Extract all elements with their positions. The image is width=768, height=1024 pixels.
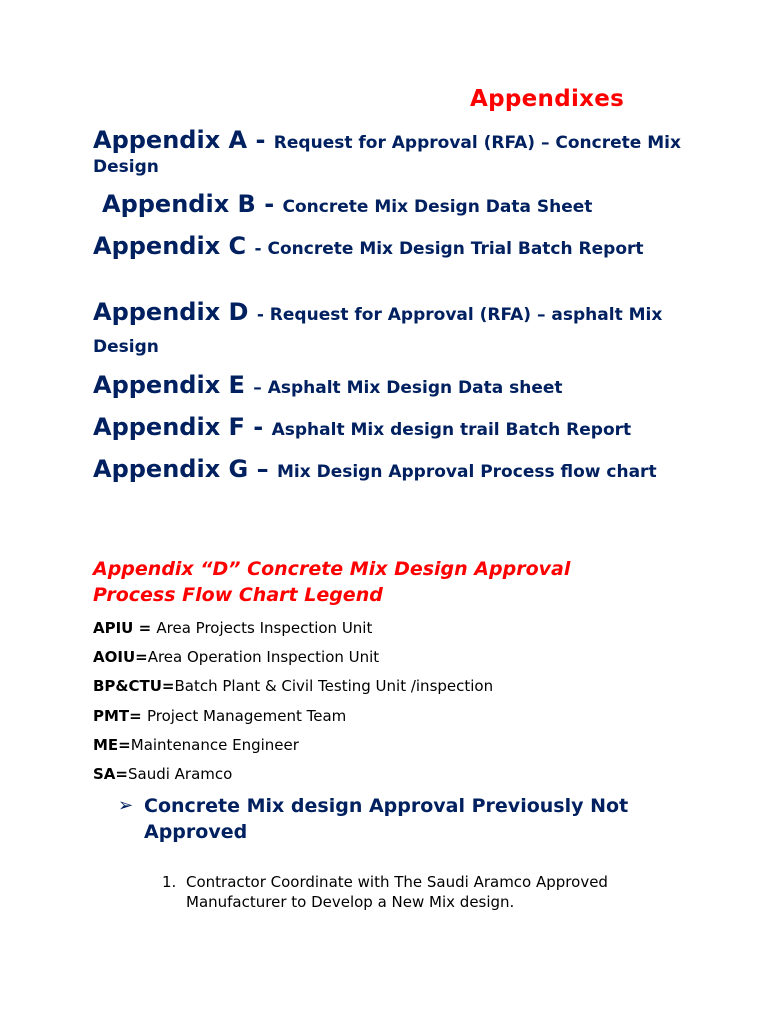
- section-heading-text: Concrete Mix design Approval Previously Not Approved: [144, 795, 629, 843]
- legend-abbreviation: APIU =: [93, 619, 157, 637]
- step-number: 1.: [162, 873, 177, 891]
- appendix-d-description: - Request for Approval (RFA) – asphalt Mix Design: [93, 305, 663, 357]
- appendix-a-description: Request for Approval (RFA) – Concrete Mix Design: [93, 133, 681, 177]
- step-text: Contractor Coordinate with The Saudi Aramco Approved Manufacturer to Develop a New Mix design.: [186, 873, 608, 911]
- appendix-b-description: Concrete Mix Design Data Sheet: [282, 197, 593, 217]
- legend-meaning: Project Management Team: [146, 707, 347, 725]
- legend-item: [93, 706, 346, 726]
- legend-item: [93, 676, 493, 696]
- legend-abbreviation: ME=: [93, 736, 131, 754]
- legend-abbreviation: SA=: [93, 765, 128, 783]
- appendix-e-description: – Asphalt Mix Design Data sheet: [253, 378, 563, 398]
- appendix-a-entry: [93, 128, 693, 179]
- legend-item: [93, 764, 232, 784]
- legend-meaning: Area Operation Inspection Unit: [147, 648, 380, 666]
- appendix-f-entry: [93, 415, 693, 442]
- appendix-c-description: - Concrete Mix Design Trial Batch Report: [254, 239, 644, 259]
- legend-abbreviation: BP&CTU=: [93, 677, 175, 695]
- appendix-f-description: Asphalt Mix design trail Batch Report: [271, 420, 632, 440]
- legend-item: [93, 735, 299, 755]
- appendix-g-description: Mix Design Approval Process flow chart: [276, 462, 657, 482]
- legend-item: [93, 647, 379, 667]
- appendix-b-entry: [102, 192, 702, 219]
- appendix-g-label: Appendix G –: [93, 455, 277, 483]
- appendix-e-entry: [93, 373, 693, 400]
- numbered-step: [162, 872, 662, 912]
- section-heading: [118, 793, 678, 845]
- arrow-bullet-icon: ➢: [118, 795, 134, 816]
- page-title: Appendixes: [470, 86, 625, 112]
- appendix-c-label: Appendix C: [93, 232, 255, 260]
- appendix-a-label: Appendix A -: [93, 126, 274, 154]
- legend-meaning: Maintenance Engineer: [130, 736, 299, 754]
- legend-abbreviation: PMT=: [93, 707, 147, 725]
- appendix-g-entry: [93, 457, 693, 484]
- appendix-f-label: Appendix F -: [93, 413, 272, 441]
- appendix-b-label: Appendix B -: [102, 190, 283, 218]
- appendix-e-label: Appendix E: [93, 371, 254, 399]
- legend-meaning: Area Projects Inspection Unit: [156, 619, 373, 637]
- appendix-c-entry: [93, 234, 693, 261]
- legend-meaning: Batch Plant & Civil Testing Unit /inspection: [174, 677, 494, 695]
- legend-abbreviation: AOIU=: [93, 648, 148, 666]
- legend-meaning: Saudi Aramco: [127, 765, 233, 783]
- appendix-d-label: Appendix D: [93, 298, 257, 326]
- legend-item: [93, 618, 372, 638]
- legend-heading: Appendix “D” Concrete Mix Design Approval Process Flow Chart Legend: [93, 558, 571, 606]
- appendix-d-entry: [93, 298, 693, 363]
